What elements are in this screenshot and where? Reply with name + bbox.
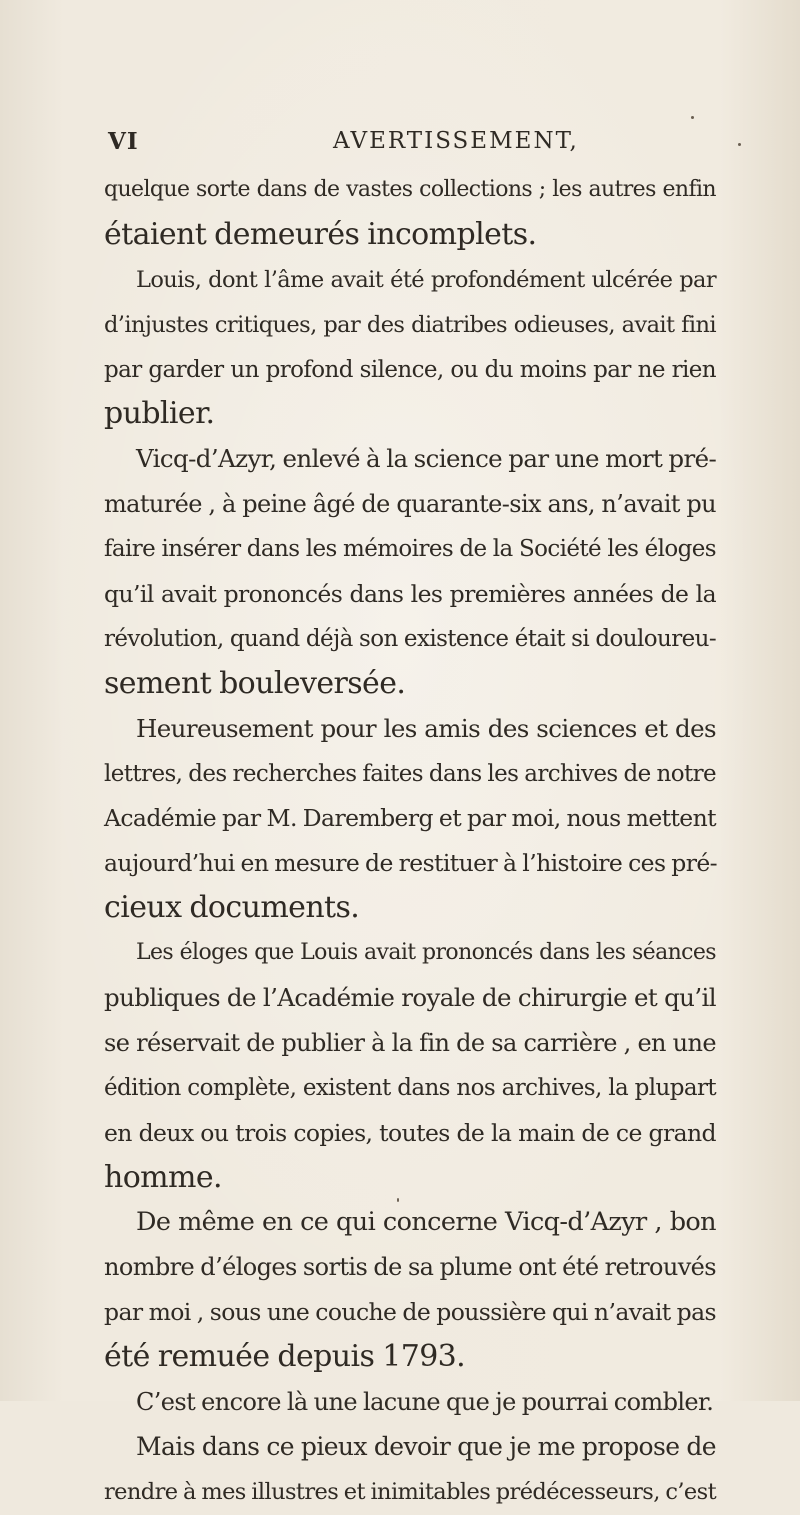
- text-line: homme.: [104, 1159, 222, 1195]
- text-line: édition complète, existent dans nos archives, la plupart: [104, 1074, 716, 1101]
- text-line: rendre à mes illustres et inimitables prédécesseurs, c’est: [104, 1478, 717, 1505]
- text-line: nombre d’éloges sortis de sa plume ont été retrouvés: [104, 1253, 716, 1282]
- text-line: publier.: [104, 396, 215, 432]
- text-line: Les éloges que Louis avait prononcés dans les séances: [136, 940, 716, 966]
- text-line: étaient demeurés incomplets.: [104, 216, 537, 252]
- text-line: lettres, des recherches faites dans les archives de notre: [104, 760, 716, 787]
- text-line: qu’il avait prononcés dans les premières années de la: [104, 580, 716, 609]
- page-number: VI: [108, 128, 139, 155]
- text-line: Heureusement pour les amis des sciences et des: [136, 713, 716, 743]
- text-line: maturée , à peine âgé de quarante-six ans, n’avait pu: [104, 490, 716, 519]
- text-line: en deux ou trois copies, toutes de la main de ce grand: [104, 1118, 716, 1147]
- text-line: faire insérer dans les mémoires de la Société les éloges: [104, 536, 716, 563]
- text-line: quelque sorte dans de vastes collections ; les autres enfin: [104, 177, 716, 202]
- text-line: par garder un profond silence, ou du moins par ne rien: [104, 356, 716, 383]
- text-line: Académie par M. Daremberg et par moi, nous mettent: [104, 804, 716, 833]
- running-title: AVERTISSEMENT,: [333, 128, 579, 154]
- text-line: d’injustes critiques, par des diatribes odieuses, avait fini: [104, 311, 716, 338]
- text-line: par moi , sous une couche de poussière qui n’avait pas: [104, 1298, 716, 1327]
- paper-speck: [691, 116, 694, 119]
- text-line: Vicq-d’Azyr, enlevé à la science par une mort pré-: [136, 444, 717, 474]
- text-line: se réservait de publier à la fin de sa carrière , en une: [104, 1028, 716, 1057]
- paper-speck: [397, 1198, 399, 1202]
- text-line: révolution, quand déjà son existence était si douloureu-: [104, 625, 716, 652]
- text-line: C’est encore là une lacune que je pourrai combler.: [136, 1388, 714, 1417]
- text-line: sement bouleversée.: [104, 665, 406, 701]
- text-line: De même en ce qui concerne Vicq-d’Azyr , bon: [136, 1207, 716, 1238]
- text-line: cieux documents.: [104, 890, 360, 926]
- text-line: Mais dans ce pieux devoir que je me propose de: [136, 1431, 716, 1461]
- page-header: [108, 128, 718, 168]
- body-text: [104, 168, 716, 1515]
- text-line: aujourd’hui en mesure de restituer à l’histoire ces pré-: [104, 849, 718, 878]
- text-line: été remuée depuis 1793.: [104, 1339, 466, 1375]
- text-line: Louis, dont l’âme avait été profondément ulcérée par: [136, 266, 716, 293]
- text-line: publiques de l’Académie royale de chirurgie et qu’il: [104, 983, 716, 1013]
- paper-speck: [738, 143, 741, 146]
